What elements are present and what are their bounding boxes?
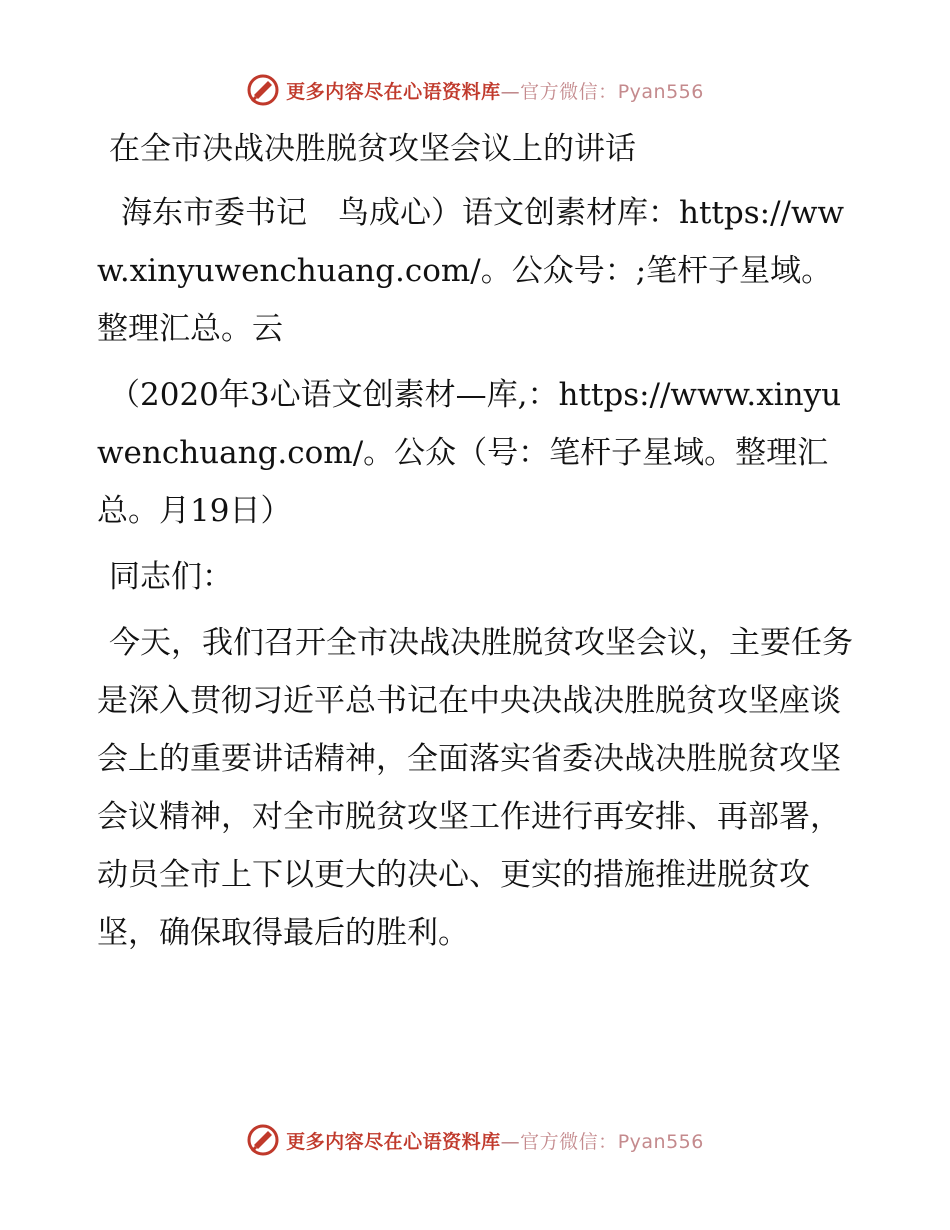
watermark-brand: 更多内容尽在心语资料库 bbox=[286, 80, 501, 103]
footer-watermark bbox=[0, 1120, 950, 1160]
watermark-brand: 更多内容尽在心语资料库 bbox=[286, 1130, 501, 1153]
logo-icon bbox=[246, 1123, 280, 1157]
document-title: 在全市决战决胜脱贫攻坚会议上的讲话 bbox=[109, 131, 636, 167]
watermark-text bbox=[286, 1127, 704, 1154]
watermark-text bbox=[286, 77, 704, 104]
watermark-account: Pyan556 bbox=[617, 80, 704, 103]
watermark-separator: — bbox=[500, 80, 521, 103]
watermark-account: Pyan556 bbox=[617, 1130, 704, 1153]
header-watermark bbox=[0, 70, 950, 110]
watermark-separator: — bbox=[500, 1130, 521, 1153]
body-paragraph-text: 今天，我们召开全市决战决胜脱贫攻坚会议，主要任务是深入贯彻习近平总书记在中央决战决胜脱贫攻坚座谈会上的重要讲话精神，全面落实省委决战决胜脱贫攻坚会议精神，对全市脱贫攻坚工作进行再安排、再部署，动员全市上下以更大的决心、更实的措施推进脱贫攻坚，确保取得最后的胜利。 bbox=[97, 625, 853, 951]
salutation: 同志们： bbox=[109, 559, 233, 595]
watermark-official: 官方微信： bbox=[520, 1130, 618, 1153]
author-line bbox=[97, 184, 857, 358]
document-body bbox=[97, 120, 857, 970]
date-line-text: （2020年3心语文创素材—库,：https://www.xinyuwenchuang.com/。公众（号：笔杆子星域。整理汇总。月19日） bbox=[97, 377, 842, 529]
body-paragraph bbox=[97, 614, 857, 962]
date-line bbox=[97, 366, 857, 540]
logo-icon bbox=[246, 73, 280, 107]
watermark-official: 官方微信： bbox=[520, 80, 618, 103]
author-line-text: 海东市委书记 鸟成心）语文创素材库：https://www.xinyuwenchuang.com/。公众号：;笔杆子星域。整理汇总。云 bbox=[97, 195, 845, 347]
